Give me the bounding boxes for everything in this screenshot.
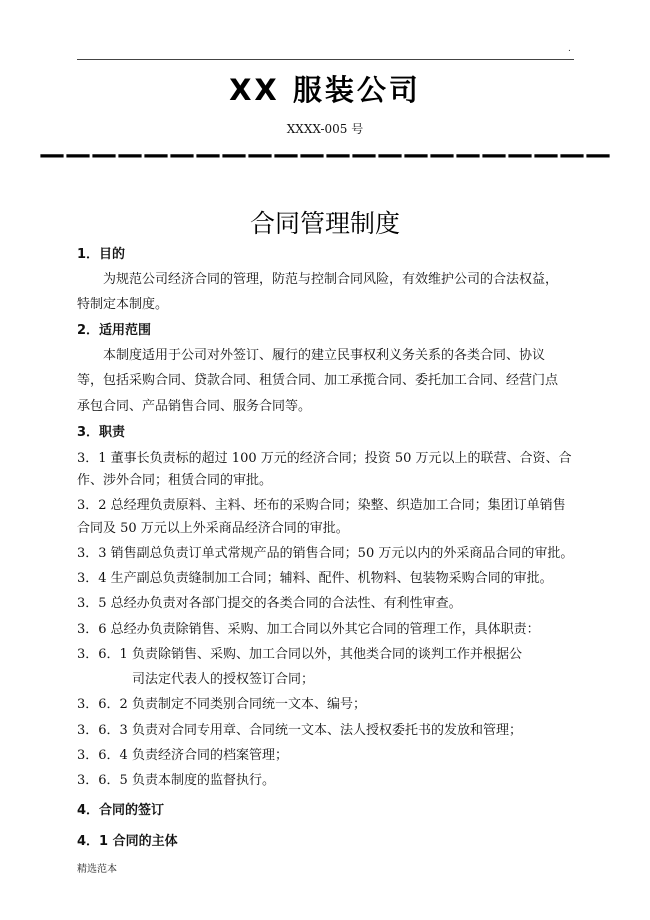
paragraph-line: 为规范公司经济合同的管理，防范与控制合同风险，有效维护公司的合法权益，: [103, 272, 559, 287]
duty-line: 作、涉外合同；租赁合同的审批。: [77, 473, 273, 488]
section-heading-signing: 4．合同的签订: [77, 803, 165, 818]
duty-line: 3．3 销售副总负责订单式常规产品的销售合同；50 万元以内的外采商品合同的审批。: [77, 546, 574, 561]
paragraph-line: 等，包括采购合同、贷款合同、租赁合同、加工承揽合同、委托加工合同、经营门点: [77, 373, 559, 388]
duty-line: 3．6．3 负责对合同专用章、合同统一文本、法人授权委托书的发放和管理；: [77, 723, 522, 738]
duty-line: 3．6．1 负责除销售、采购、加工合同以外，其他类合同的谈判工作并根据公: [77, 647, 522, 662]
duty-line: 3．1 董事长负责标的超过 100 万元的经济合同；投资 50 万元以上的联营、合资、合: [77, 451, 572, 466]
section-heading-scope: 2．适用范围: [77, 323, 152, 338]
section-heading-duties: 3．职责: [77, 425, 126, 440]
company-name: XX 服装公司: [229, 73, 421, 107]
duty-line: 3．6．5 负责本制度的监督执行。: [77, 773, 275, 788]
duty-line: 司法定代表人的授权签订合同；: [132, 672, 315, 687]
paragraph-line: 特制定本制度。: [77, 297, 169, 312]
subsection-heading-contract-subject: 4．1 合同的主体: [77, 834, 178, 849]
page-footer: 精选范本: [77, 864, 117, 875]
header-dot: .: [568, 44, 571, 54]
section-heading-purpose: 1．目的: [77, 247, 126, 262]
duty-line: 3．6．2 负责制定不同类别合同统一文本、编号；: [77, 697, 366, 712]
paragraph-line: 承包合同、产品销售合同、服务合同等。: [77, 399, 312, 414]
document-number: XXXX-005 号: [286, 122, 364, 136]
duty-line: 3．5 总经办负责对各部门提交的各类合同的合法性、有利性审查。: [77, 596, 462, 611]
duty-line: 3．4 生产副总负责缝制加工合同；辅料、配件、机物料、包装物采购合同的审批。: [77, 571, 553, 586]
duty-line: 3．2 总经理负责原料、主料、坯布的采购合同；染整、织造加工合同；集团订单销售: [77, 498, 566, 513]
duty-line: 3．6．4 负责经济合同的档案管理；: [77, 748, 288, 763]
duty-line: 合同及 50 万元以上外采商品经济合同的审批。: [77, 521, 349, 536]
separator-line: ——————————————————————: [39, 140, 611, 170]
paragraph-line: 本制度适用于公司对外签订、履行的建立民事权利义务关系的各类合同、协议: [103, 348, 546, 363]
header-rule: [77, 59, 574, 60]
document-title: 合同管理制度: [249, 209, 400, 238]
duty-line: 3．6 总经办负责除销售、采购、加工合同以外其它合同的管理工作，具体职责：: [77, 622, 540, 637]
